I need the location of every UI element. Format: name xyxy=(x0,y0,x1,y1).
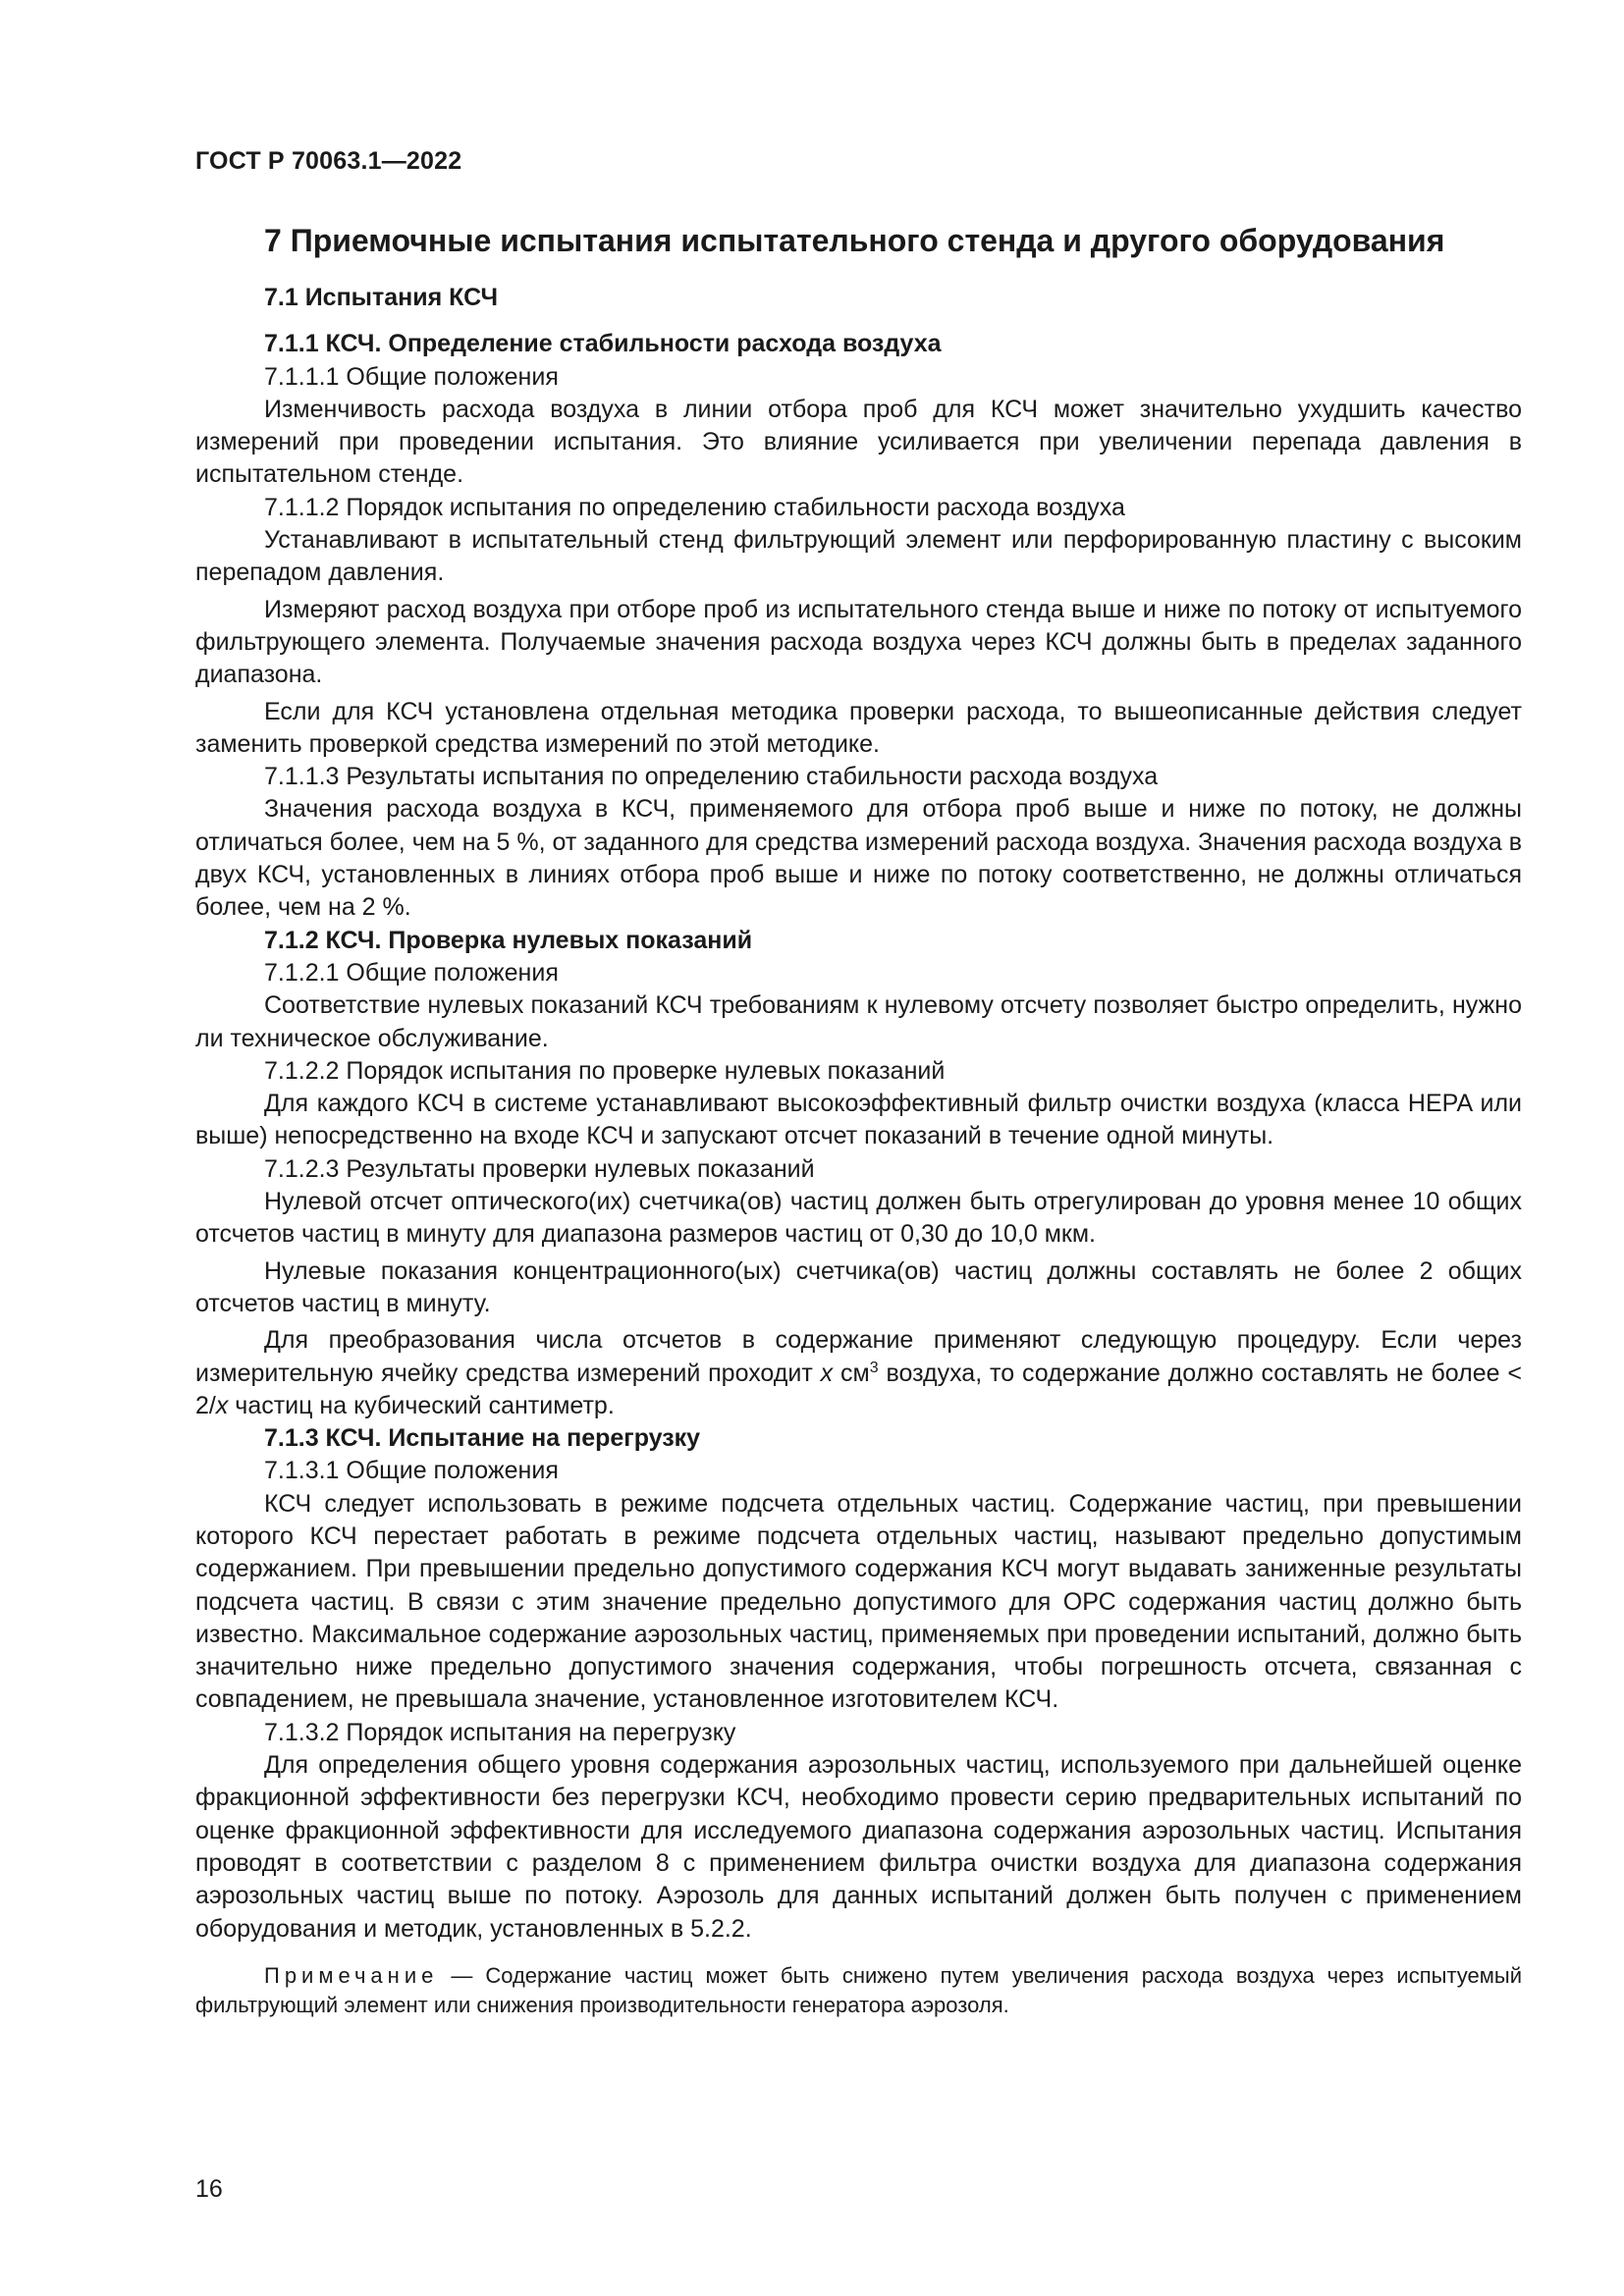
paragraph: Для определения общего уровня содержания аэрозольных частиц, используемого при дальнейшей оценке фракционной эффективности без перегрузки КСЧ, необходимо провести серию предварительных испытаний по оценке фракционной эффективности для исследуемого диапазона содержания аэрозольных частиц. Испытания проводят в соответствии с разделом 8 с применением фильтра очистки воздуха для диапазона содержания аэрозольных частиц выше по потоку. Аэрозоль для данных испытаний должен быть получен с применением оборудования и методик, установленных в 5.2.2. xyxy=(195,1751,1522,1943)
paragraph-formula xyxy=(195,1324,1522,1422)
paragraph: Нулевые показания концентрационного(ых) счетчика(ов) частиц должны составлять не более 2 общих отсчетов частиц в минуту. xyxy=(195,1256,1522,1317)
clause-title-7-1-3-2: 7.1.3.2 Порядок испытания на перегрузку xyxy=(264,1718,736,1746)
clause-title-7-1-3-1: 7.1.3.1 Общие положения xyxy=(264,1457,559,1485)
subsection-title-7-1: 7.1 Испытания КСЧ xyxy=(264,284,499,311)
text-fragment: воздуха, то содержание должно составлять не более < 2/ xyxy=(195,1359,1522,1419)
paragraph: КСЧ следует использовать в режиме подсчета отдельных частиц. Содержание частиц, при превышении которого КСЧ перестает работать в режиме подсчета отдельных частиц, называют предельно допустимым содержанием. При превышении предельно допустимого содержания КСЧ могут выдавать заниженные результаты подсчета частиц. В связи с этим значение предельно допустимого для ОРС содержания частиц должно быть известно. Максимальное содержание аэрозольных частиц, применяемых при проведении испытаний, должно быть значительно ниже предельно допустимого значения содержания, чтобы погрешность отсчета, связанная с совпадением, не превышала значение, установленное изготовителем КСЧ. xyxy=(195,1489,1522,1714)
clause-title-7-1-2: 7.1.2 КСЧ. Проверка нулевых показаний xyxy=(264,926,753,954)
note-text: — Содержание частиц может быть снижено путем увеличения расхода воздуха через испытуемый фильтрующий элемент или снижения производительности генератора аэрозоля. xyxy=(195,1962,1522,2017)
paragraph: Если для КСЧ установлена отдельная методика проверки расхода, то вышеописанные действия следует заменить проверкой средства измерений по этой методике. xyxy=(195,697,1522,758)
text-fragment: частиц на кубический сантиметр. xyxy=(228,1391,615,1419)
paragraph: Изменчивость расхода воздуха в линии отбора проб для КСЧ может значительно ухудшить качество измерений при проведении испытания. Это влияние усиливается при увеличении перепада давления в испытательном стенде. xyxy=(195,395,1522,489)
page-number: 16 xyxy=(195,2175,223,2203)
paragraph: Устанавливают в испытательный стенд фильтрующий элемент или перфорированную пластину с высоким перепадом давления. xyxy=(195,526,1522,587)
standard-code-header: ГОСТ Р 70063.1—2022 xyxy=(195,147,462,175)
clause-title-7-1-1-1: 7.1.1.1 Общие положения xyxy=(264,362,559,391)
clause-title-7-1-2-1: 7.1.2.1 Общие положения xyxy=(264,958,559,987)
paragraph: Соответствие нулевых показаний КСЧ требованиям к нулевому отсчету позволяет быстро определить, нужно ли техническое обслуживание. xyxy=(195,991,1522,1052)
text-fragment: см xyxy=(833,1359,870,1387)
clause-title-7-1-1-3: 7.1.1.3 Результаты испытания по определению стабильности расхода воздуха xyxy=(264,763,1159,791)
note xyxy=(195,1961,1522,2020)
clause-title-7-1-2-2: 7.1.2.2 Порядок испытания по проверке нулевых показаний xyxy=(264,1056,946,1085)
page-content xyxy=(195,221,1522,2042)
text-fragment: Для преобразования числа отсчетов в содержание применяют следующую процедуру. Если через измерительную ячейку средства измерений проходит xyxy=(195,1326,1522,1387)
note-label: Примечание xyxy=(264,1962,439,1988)
paragraph: Измеряют расход воздуха при отборе проб из испытательного стенда выше и ниже по потоку от испытуемого фильтрующего элемента. Получаемые значения расхода воздуха через КСЧ должны быть в пределах заданного диапазона. xyxy=(195,595,1522,689)
clause-title-7-1-1-2: 7.1.1.2 Порядок испытания по определению стабильности расхода воздуха xyxy=(264,493,1125,521)
superscript: 3 xyxy=(869,1359,879,1376)
section-title: 7 Приемочные испытания испытательного стенда и другого оборудования xyxy=(264,223,1445,258)
variable-x: x xyxy=(820,1359,834,1387)
clause-title-7-1-2-3: 7.1.2.3 Результаты проверки нулевых показаний xyxy=(264,1154,815,1183)
clause-title-7-1-3: 7.1.3 КСЧ. Испытание на перегрузку xyxy=(264,1424,701,1453)
paragraph: Для каждого КСЧ в системе устанавливают высокоэффективный фильтр очистки воздуха (класса HEPA или выше) непосредственно на входе КСЧ и запускают отсчет показаний в течение одной минуты. xyxy=(195,1090,1522,1150)
variable-x: x xyxy=(215,1391,229,1419)
paragraph: Значения расхода воздуха в КСЧ, применяемого для отбора проб выше и ниже по потоку, не должны отличаться более, чем на 5 %, от заданного для средства измерений расхода воздуха. Значения расхода воздуха в двух КСЧ, установленных в линиях отбора проб выше и ниже по потоку соответственно, не должны отличаться более, чем на 2 %. xyxy=(195,795,1522,922)
paragraph: Нулевой отсчет оптического(их) счетчика(ов) частиц должен быть отрегулирован до уровня менее 10 общих отсчетов частиц в минуту для диапазона размеров частиц от 0,30 до 10,0 мкм. xyxy=(195,1188,1522,1249)
clause-title-7-1-1: 7.1.1 КСЧ. Определение стабильности расхода воздуха xyxy=(264,330,942,358)
